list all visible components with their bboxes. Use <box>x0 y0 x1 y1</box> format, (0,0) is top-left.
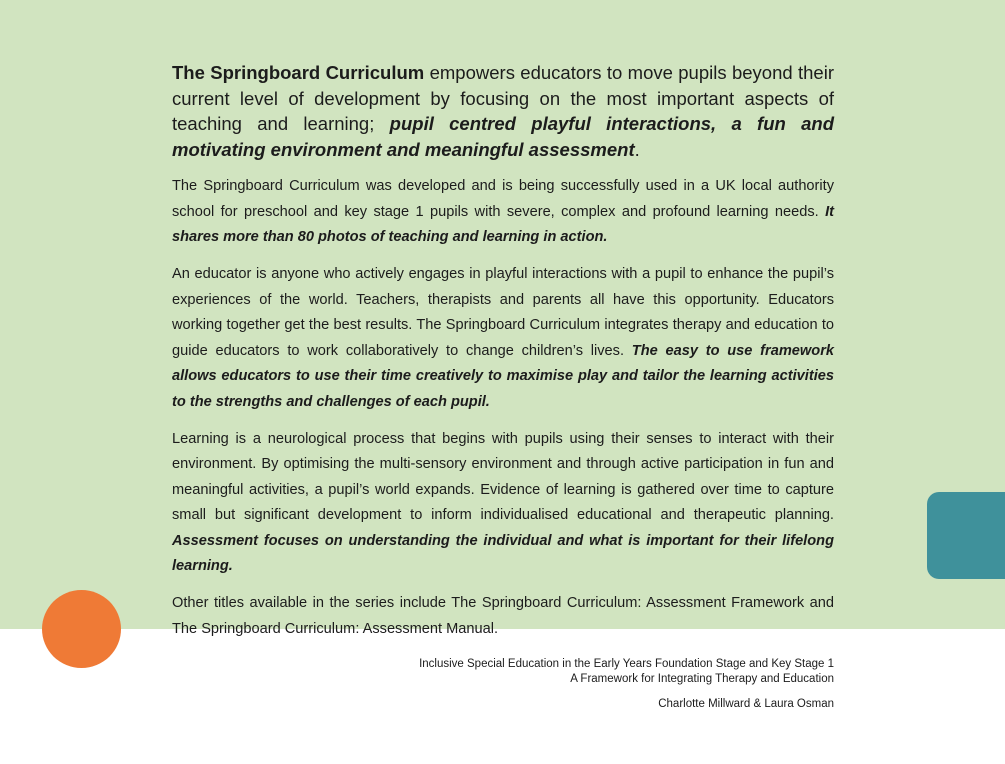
footer-authors: Charlotte Millward & Laura Osman <box>658 698 834 710</box>
blurb-text <box>172 60 834 654</box>
paragraph-series-text: Other titles available in the series include The Springboard Curriculum: Assessment Framework and The Springboard Curriculum: Assessment Manual. <box>172 595 834 637</box>
paragraph-educator-text: An educator is anyone who actively engages in playful interactions with a pupil to enhance the pupil’s experiences of the world. Teachers, therapists and parents all have this opportunity. Educators working together get the best results. The Springboard Curriculum integrates therapy and education to guide educators to work collaboratively to change children’s lives. <box>172 266 834 359</box>
intro-title-bold: The Springboard Curriculum <box>172 62 425 83</box>
orange-decorative-circle <box>42 590 121 668</box>
footer-title-line: Inclusive Special Education in the Early Years Foundation Stage and Key Stage 1 <box>419 658 834 670</box>
intro-paragraph <box>172 60 834 162</box>
book-footer <box>419 657 834 712</box>
paragraph-development-text: The Springboard Curriculum was developed and is being successfully used in a UK local authority school for preschool and key stage 1 pupils with severe, complex and profound learning needs. <box>172 178 834 220</box>
paragraph-learning-emphasis: Assessment focuses on understanding the individual and what is important for their lifelong learning. <box>172 532 834 574</box>
intro-emphasis: pupil centred playful interactions, a fun and motivating environment and meaningful assessment <box>172 113 835 160</box>
intro-end: . <box>634 138 640 160</box>
paragraph-development-emphasis: It shares more than 80 photos of teaching and learning in action. <box>172 203 834 245</box>
footer-subtitle-line: A Framework for Integrating Therapy and Education <box>570 672 834 685</box>
paragraph-educator-emphasis: The easy to use framework allows educators to use their time creatively to maximise play and tailor the learning activities to the strengths and challenges of each pupil. <box>172 342 834 410</box>
paragraph-educator <box>172 262 834 415</box>
paragraph-series <box>172 591 834 642</box>
teal-decorative-tab <box>927 492 1005 579</box>
paragraph-learning-text: Learning is a neurological process that begins with pupils using their senses to interact with their environment. By optimising the multi-sensory environment and through active participation in fun and meaningful activities, a pupil’s world expands. Evidence of learning is gathered over time to capture small but significant development to inform individualised educational and therapeutic planning. <box>172 430 834 523</box>
paragraph-development <box>172 174 834 251</box>
paragraph-learning <box>172 427 834 580</box>
intro-text: empowers educators to move pupils beyond their current level of development by focusing on the most important aspects of teaching and learning; <box>172 62 834 134</box>
